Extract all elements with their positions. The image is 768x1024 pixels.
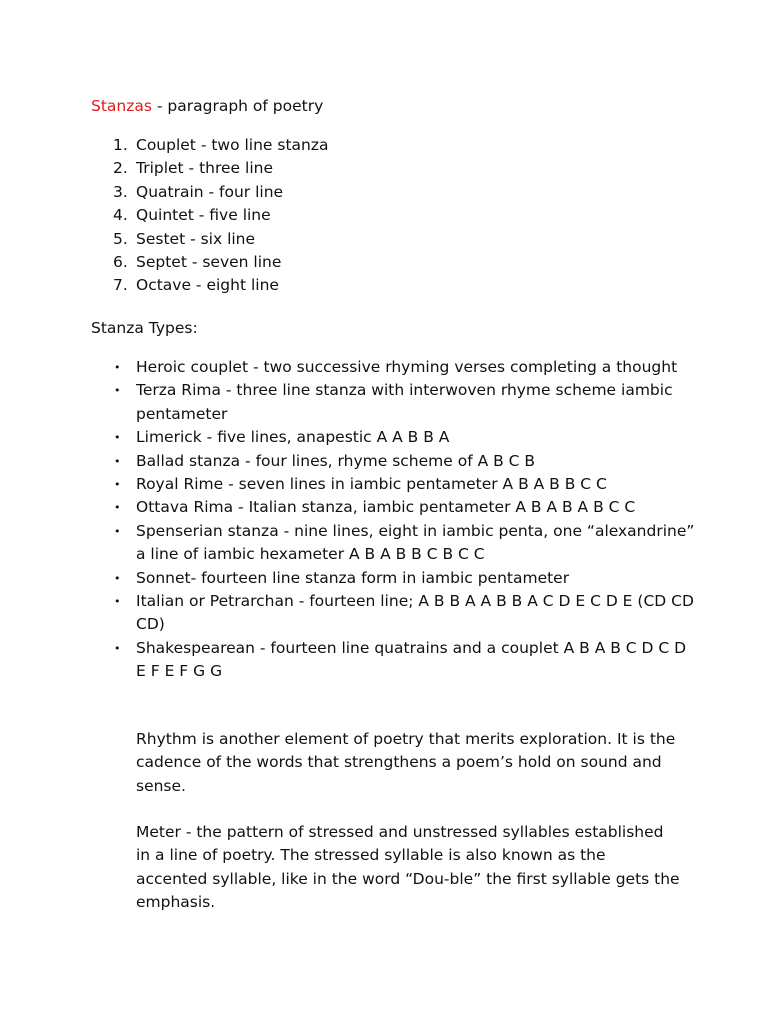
list-item	[113, 134, 329, 157]
list-number: 4.	[113, 206, 128, 225]
stanza-length-list	[113, 134, 329, 298]
list-number: 6.	[113, 252, 128, 271]
list-item	[114, 520, 696, 567]
bullet-icon: •	[114, 454, 121, 468]
bullet-icon: •	[114, 478, 121, 492]
list-item-text: Shakespearean - fourteen line quatrains and a couplet A B A B C D C D E F E F G G	[136, 638, 687, 681]
list-number: 7.	[113, 276, 128, 295]
stanza-types-list	[114, 356, 696, 684]
list-item-text: Ballad stanza - four lines, rhyme scheme of A B C B	[136, 451, 536, 470]
stanzas-heading	[91, 95, 323, 118]
list-number: 1.	[113, 136, 128, 154]
list-item-text: Ottava Rima - Italian stanza, iambic pentameter A B A B A B C C	[136, 498, 636, 517]
list-item-text: Quintet - five line	[136, 206, 271, 225]
list-item-text: Royal Rime - seven lines in iambic pentameter A B A B B C C	[136, 475, 607, 494]
list-item-text: Sonnet- fourteen line stanza form in iambic pentameter	[136, 568, 570, 587]
list-number: 3.	[113, 182, 128, 201]
list-item	[113, 228, 329, 251]
list-item-text: Spenserian stanza - nine lines, eight in iambic penta, one “alexandrine” a line of iambic hexameter A B A B B C B C C	[136, 521, 695, 564]
bullet-icon: •	[114, 571, 121, 585]
bullet-icon: •	[114, 641, 121, 655]
list-item	[114, 450, 696, 473]
list-item	[114, 590, 696, 637]
list-item-text: Limerick - five lines, anapestic A A B B A	[136, 428, 450, 447]
stanzas-term: Stanzas	[91, 97, 152, 115]
list-item-text: Quatrain - four line	[136, 182, 284, 201]
list-item	[113, 204, 329, 227]
bullet-icon: •	[114, 524, 121, 538]
list-item	[114, 356, 696, 379]
list-item-text: Couplet - two line stanza	[136, 136, 329, 154]
list-item	[114, 496, 696, 519]
list-item-text: Septet - seven line	[136, 252, 282, 271]
list-number: 5.	[113, 229, 128, 248]
list-item-text: Triplet - three line	[136, 159, 273, 178]
rhythm-paragraph: Rhythm is another element of poetry that merits exploration. It is the cadence of the words that strengthens a poem’s hold on sound and sense.	[136, 730, 676, 795]
list-item	[113, 157, 329, 180]
list-number: 2.	[113, 159, 128, 178]
stanza-types-label: Stanza Types:	[91, 319, 198, 337]
list-item-text: Italian or Petrarchan - fourteen line; A B B A A B B A C D E C D E (CD CD CD)	[136, 592, 694, 634]
bullet-icon: •	[114, 595, 121, 609]
bullet-icon: •	[114, 431, 121, 445]
meter-paragraph: Meter - the pattern of stressed and unstressed syllables established in a line of poetry. The stressed syllable is also known as the accented syllable, like in the word “Dou-ble” the first syllable gets the emphasis.	[136, 823, 680, 912]
bullet-icon: •	[114, 501, 121, 515]
list-item	[113, 181, 329, 204]
list-item	[114, 426, 696, 449]
bullet-icon: •	[114, 384, 121, 398]
list-item	[114, 637, 696, 684]
stanzas-definition: - paragraph of poetry	[151, 97, 324, 115]
list-item-text: Terza Rima - three line stanza with interwoven rhyme scheme iambic pentameter	[136, 381, 673, 423]
list-item	[113, 251, 329, 274]
list-item	[113, 274, 329, 297]
list-item	[114, 379, 696, 426]
list-item	[114, 473, 696, 496]
list-item-text: Octave - eight line	[136, 276, 279, 295]
list-item-text: Heroic couplet - two successive rhyming verses completing a thought	[136, 358, 678, 376]
list-item	[114, 567, 696, 590]
bullet-icon: •	[114, 361, 121, 374]
list-item-text: Sestet - six line	[136, 229, 256, 248]
